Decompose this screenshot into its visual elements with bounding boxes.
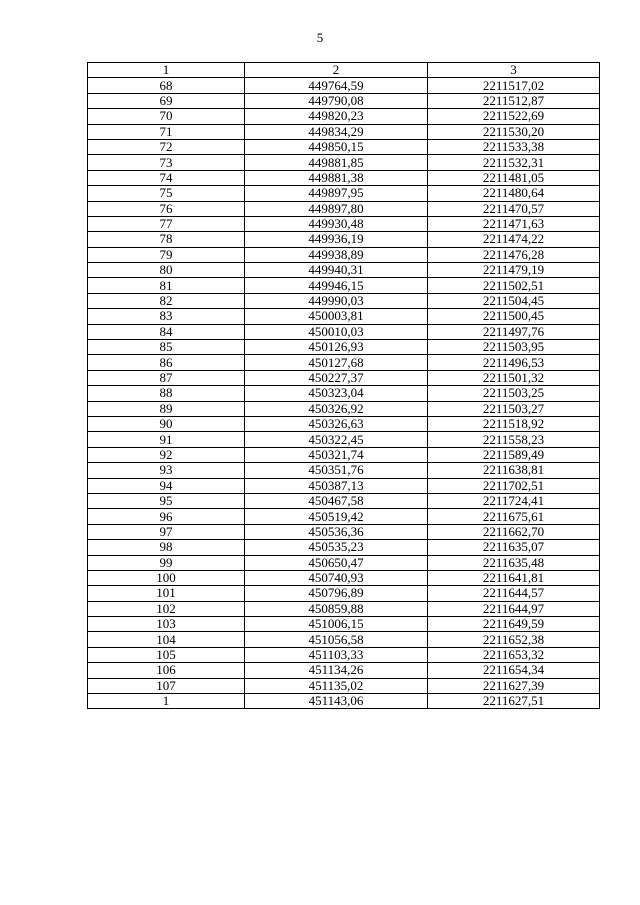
- table-row: [88, 263, 600, 278]
- cell-x-coordinate: 451103,33: [245, 647, 428, 662]
- table-header-row: [88, 63, 600, 78]
- cell-y-coordinate: 2211501,32: [428, 370, 600, 385]
- cell-y-coordinate: 2211497,76: [428, 324, 600, 339]
- cell-x-coordinate: 449946,15: [245, 278, 428, 293]
- cell-point-number: 77: [88, 216, 245, 231]
- cell-point-number: 99: [88, 555, 245, 570]
- table-row: [88, 401, 600, 416]
- cell-x-coordinate: 450796,89: [245, 586, 428, 601]
- cell-y-coordinate: 2211474,22: [428, 232, 600, 247]
- cell-x-coordinate: 449790,08: [245, 93, 428, 108]
- cell-point-number: 106: [88, 663, 245, 678]
- cell-point-number: 91: [88, 432, 245, 447]
- cell-x-coordinate: 449764,59: [245, 78, 428, 93]
- cell-y-coordinate: 2211481,05: [428, 170, 600, 185]
- cell-x-coordinate: 450322,45: [245, 432, 428, 447]
- cell-x-coordinate: 449881,85: [245, 155, 428, 170]
- table-row: [88, 309, 600, 324]
- cell-point-number: 85: [88, 340, 245, 355]
- cell-y-coordinate: 2211503,95: [428, 340, 600, 355]
- cell-point-number: 83: [88, 309, 245, 324]
- cell-y-coordinate: 2211644,57: [428, 586, 600, 601]
- cell-point-number: 90: [88, 416, 245, 431]
- table-body: [88, 78, 600, 709]
- table-row: [88, 324, 600, 339]
- cell-point-number: 96: [88, 509, 245, 524]
- cell-y-coordinate: 2211644,97: [428, 601, 600, 616]
- cell-x-coordinate: 450127,68: [245, 355, 428, 370]
- cell-y-coordinate: 2211641,81: [428, 570, 600, 585]
- cell-y-coordinate: 2211652,38: [428, 632, 600, 647]
- cell-point-number: 78: [88, 232, 245, 247]
- table-row: [88, 340, 600, 355]
- cell-x-coordinate: 450321,74: [245, 447, 428, 462]
- cell-y-coordinate: 2211522,69: [428, 109, 600, 124]
- cell-point-number: 84: [88, 324, 245, 339]
- cell-point-number: 71: [88, 124, 245, 139]
- table-row: [88, 663, 600, 678]
- cell-x-coordinate: 450126,93: [245, 340, 428, 355]
- cell-point-number: 82: [88, 293, 245, 308]
- cell-point-number: 75: [88, 186, 245, 201]
- cell-x-coordinate: 451143,06: [245, 694, 428, 709]
- cell-y-coordinate: 2211724,41: [428, 493, 600, 508]
- cell-y-coordinate: 2211654,34: [428, 663, 600, 678]
- cell-point-number: 102: [88, 601, 245, 616]
- cell-x-coordinate: 450227,37: [245, 370, 428, 385]
- cell-point-number: 101: [88, 586, 245, 601]
- table-row: [88, 463, 600, 478]
- table-row: [88, 109, 600, 124]
- cell-x-coordinate: 449938,89: [245, 247, 428, 262]
- coordinates-table: [87, 62, 600, 709]
- table-row: [88, 524, 600, 539]
- table-row: [88, 694, 600, 709]
- cell-point-number: 88: [88, 386, 245, 401]
- cell-y-coordinate: 2211662,70: [428, 524, 600, 539]
- cell-y-coordinate: 2211635,48: [428, 555, 600, 570]
- cell-y-coordinate: 2211470,57: [428, 201, 600, 216]
- table-row: [88, 678, 600, 693]
- cell-y-coordinate: 2211471,63: [428, 216, 600, 231]
- cell-x-coordinate: 449930,48: [245, 216, 428, 231]
- cell-x-coordinate: 449881,38: [245, 170, 428, 185]
- cell-y-coordinate: 2211512,87: [428, 93, 600, 108]
- cell-x-coordinate: 449850,15: [245, 139, 428, 154]
- cell-y-coordinate: 2211480,64: [428, 186, 600, 201]
- cell-point-number: 69: [88, 93, 245, 108]
- table-row: [88, 155, 600, 170]
- cell-x-coordinate: 450650,47: [245, 555, 428, 570]
- cell-x-coordinate: 450535,23: [245, 540, 428, 555]
- cell-point-number: 74: [88, 170, 245, 185]
- cell-x-coordinate: 451134,26: [245, 663, 428, 678]
- column-header-x: 2: [245, 63, 428, 78]
- table-row: [88, 555, 600, 570]
- cell-x-coordinate: 449990,03: [245, 293, 428, 308]
- table-row: [88, 447, 600, 462]
- cell-point-number: 76: [88, 201, 245, 216]
- table-row: [88, 586, 600, 601]
- cell-x-coordinate: 450740,93: [245, 570, 428, 585]
- cell-point-number: 73: [88, 155, 245, 170]
- cell-x-coordinate: 451135,02: [245, 678, 428, 693]
- table-row: [88, 370, 600, 385]
- cell-point-number: 95: [88, 493, 245, 508]
- cell-x-coordinate: 449940,31: [245, 263, 428, 278]
- cell-y-coordinate: 2211479,19: [428, 263, 600, 278]
- cell-y-coordinate: 2211503,27: [428, 401, 600, 416]
- cell-y-coordinate: 2211532,31: [428, 155, 600, 170]
- cell-x-coordinate: 450003,81: [245, 309, 428, 324]
- column-header-y: 3: [428, 63, 600, 78]
- cell-point-number: 79: [88, 247, 245, 262]
- cell-y-coordinate: 2211517,02: [428, 78, 600, 93]
- table-row: [88, 570, 600, 585]
- cell-x-coordinate: 450326,63: [245, 416, 428, 431]
- table-row: [88, 509, 600, 524]
- table-row: [88, 386, 600, 401]
- cell-point-number: 103: [88, 617, 245, 632]
- cell-y-coordinate: 2211500,45: [428, 309, 600, 324]
- table-row: [88, 617, 600, 632]
- table-row: [88, 416, 600, 431]
- cell-x-coordinate: 449820,23: [245, 109, 428, 124]
- cell-x-coordinate: 450387,13: [245, 478, 428, 493]
- table-row: [88, 201, 600, 216]
- table-row: [88, 170, 600, 185]
- cell-x-coordinate: 450859,88: [245, 601, 428, 616]
- cell-point-number: 92: [88, 447, 245, 462]
- table-row: [88, 186, 600, 201]
- cell-x-coordinate: 451056,58: [245, 632, 428, 647]
- cell-x-coordinate: 449897,80: [245, 201, 428, 216]
- table-row: [88, 124, 600, 139]
- table-row: [88, 293, 600, 308]
- cell-y-coordinate: 2211627,51: [428, 694, 600, 709]
- cell-x-coordinate: 450519,42: [245, 509, 428, 524]
- cell-point-number: 104: [88, 632, 245, 647]
- cell-point-number: 94: [88, 478, 245, 493]
- cell-point-number: 97: [88, 524, 245, 539]
- cell-x-coordinate: 450351,76: [245, 463, 428, 478]
- cell-point-number: 93: [88, 463, 245, 478]
- cell-point-number: 107: [88, 678, 245, 693]
- cell-point-number: 80: [88, 263, 245, 278]
- cell-y-coordinate: 2211589,49: [428, 447, 600, 462]
- cell-y-coordinate: 2211653,32: [428, 647, 600, 662]
- cell-x-coordinate: 450536,36: [245, 524, 428, 539]
- table-row: [88, 478, 600, 493]
- cell-y-coordinate: 2211530,20: [428, 124, 600, 139]
- cell-point-number: 98: [88, 540, 245, 555]
- table-row: [88, 78, 600, 93]
- cell-x-coordinate: 450323,04: [245, 386, 428, 401]
- table-row: [88, 540, 600, 555]
- cell-point-number: 70: [88, 109, 245, 124]
- cell-y-coordinate: 2211675,61: [428, 509, 600, 524]
- table-row: [88, 93, 600, 108]
- cell-point-number: 105: [88, 647, 245, 662]
- cell-x-coordinate: 449936,19: [245, 232, 428, 247]
- table-row: [88, 247, 600, 262]
- table-row: [88, 355, 600, 370]
- cell-y-coordinate: 2211476,28: [428, 247, 600, 262]
- table-row: [88, 139, 600, 154]
- table-row: [88, 278, 600, 293]
- cell-point-number: 81: [88, 278, 245, 293]
- page-number: 5: [316, 30, 324, 45]
- cell-x-coordinate: 451006,15: [245, 617, 428, 632]
- table-row: [88, 432, 600, 447]
- table-row: [88, 647, 600, 662]
- cell-y-coordinate: 2211627,39: [428, 678, 600, 693]
- cell-y-coordinate: 2211502,51: [428, 278, 600, 293]
- cell-point-number: 1: [88, 694, 245, 709]
- cell-y-coordinate: 2211558,23: [428, 432, 600, 447]
- cell-point-number: 89: [88, 401, 245, 416]
- cell-x-coordinate: 449897,95: [245, 186, 428, 201]
- table-row: [88, 632, 600, 647]
- cell-point-number: 86: [88, 355, 245, 370]
- table-row: [88, 493, 600, 508]
- cell-y-coordinate: 2211518,92: [428, 416, 600, 431]
- cell-x-coordinate: 450010,03: [245, 324, 428, 339]
- cell-y-coordinate: 2211533,38: [428, 139, 600, 154]
- cell-point-number: 72: [88, 139, 245, 154]
- column-header-point: 1: [88, 63, 245, 78]
- cell-x-coordinate: 450326,92: [245, 401, 428, 416]
- table-row: [88, 601, 600, 616]
- cell-y-coordinate: 2211504,45: [428, 293, 600, 308]
- cell-point-number: 68: [88, 78, 245, 93]
- cell-y-coordinate: 2211503,25: [428, 386, 600, 401]
- cell-x-coordinate: 450467,58: [245, 493, 428, 508]
- cell-x-coordinate: 449834,29: [245, 124, 428, 139]
- cell-y-coordinate: 2211496,53: [428, 355, 600, 370]
- cell-y-coordinate: 2211635,07: [428, 540, 600, 555]
- cell-y-coordinate: 2211638,81: [428, 463, 600, 478]
- cell-y-coordinate: 2211702,51: [428, 478, 600, 493]
- cell-y-coordinate: 2211649,59: [428, 617, 600, 632]
- table-row: [88, 216, 600, 231]
- table-row: [88, 232, 600, 247]
- cell-point-number: 100: [88, 570, 245, 585]
- cell-point-number: 87: [88, 370, 245, 385]
